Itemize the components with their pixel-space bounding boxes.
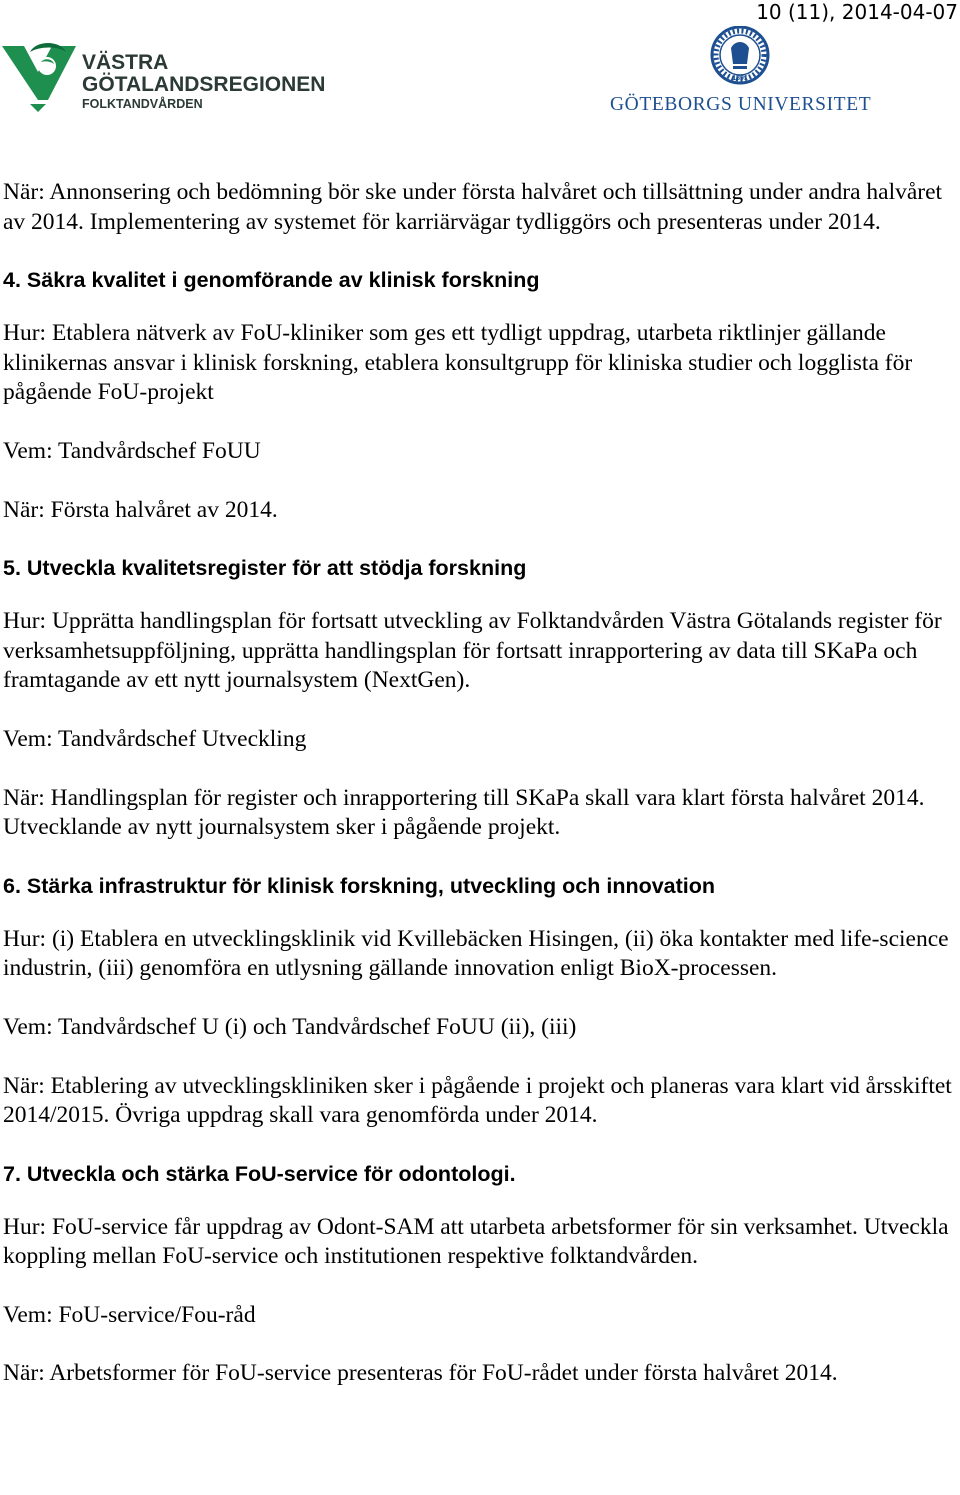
goteborgs-universitet-logo xyxy=(607,26,873,116)
section-5-vem: Vem: Tandvårdschef Utveckling xyxy=(3,725,307,752)
vgr-logo-line2: GÖTALANDSREGIONEN xyxy=(82,73,326,96)
vgr-logo-line1: VÄSTRA xyxy=(82,51,169,74)
gu-logo-name: GÖTEBORGS UNIVERSITET xyxy=(610,94,872,115)
document-body xyxy=(3,178,953,1389)
page-number: 10 (11), 2014-04-07 xyxy=(756,0,958,24)
vgr-logo-line3: FOLKTANDVÅRDEN xyxy=(82,97,203,111)
section-4-vem: Vem: Tandvårdschef FoUU xyxy=(3,437,261,464)
section-7-hur: Hur: FoU-service får uppdrag av Odont-SAM att utarbeta arbetsformer för sin verksamhet. Utveckla koppling mellan FoU-service och institutionen respektive folktandvården. xyxy=(3,1213,949,1270)
vgr-swoosh-icon xyxy=(2,46,76,100)
section-6-vem: Vem: Tandvårdschef U (i) och Tandvårdschef FoUU (ii), (iii) xyxy=(3,1013,577,1040)
section-5-hur: Hur: Upprätta handlingsplan för fortsatt utveckling av Folktandvården Västra Götalands register för verksamhetsuppföljning, upprätta handlingsplan för fortsatt inrapportering av data till SKaPa och framtagande av ett nytt journalsystem (NextGen). xyxy=(3,608,942,694)
section-6-heading: 6. Stärka infrastruktur för klinisk forskning, utveckling och innovation xyxy=(3,873,716,898)
vastra-gotalandsregionen-logo xyxy=(0,42,336,114)
section-4-hur: Hur: Etablera nätverk av FoU-kliniker som ges ett tydligt uppdrag, utarbeta riktlinjer gällande klinikernas ansvar i klinisk forskning, etablera konsultgrupp för kliniska studier och logglista för pågående FoU-projekt xyxy=(3,320,913,406)
intro-nar-paragraph: När: Annonsering och bedömning bör ske under första halvåret och tillsättning under andra halvåret av 2014. Implementering av systemet för karriärvägar tydliggörs och presenteras under 2014. xyxy=(3,179,943,235)
seal-year: 1891 xyxy=(732,75,748,82)
section-7-heading: 7. Utveckla och stärka FoU-service för odontologi. xyxy=(3,1161,516,1186)
section-4-heading: 4. Säkra kvalitet i genomförande av klinisk forskning xyxy=(3,268,540,293)
section-5-nar: När: Handlingsplan för register och inrapportering till SKaPa skall vara klart första halvåret 2014. Utvecklande av nytt journalsystem sker i pågående projekt. xyxy=(3,784,925,841)
university-seal-icon xyxy=(712,27,768,83)
section-7-nar: När: Arbetsformer för FoU-service presenteras för FoU-rådet under första halvåret 2014. xyxy=(3,1360,838,1387)
section-6-hur: Hur: (i) Etablera en utvecklingsklinik vid Kvillebäcken Hisingen, (ii) öka kontakter med life-science industrin, (iii) genomföra en utlysning gällande innovation enligt BioX-processen. xyxy=(3,925,949,982)
section-7-vem: Vem: FoU-service/Fou-råd xyxy=(3,1301,256,1328)
section-4-nar: När: Första halvåret av 2014. xyxy=(3,496,278,523)
section-6-nar: När: Etablering av utvecklingskliniken sker i pågående i projekt och planeras vara klart vid årsskiftet 2014/2015. Övriga uppdrag skall vara genomförda under 2014. xyxy=(3,1072,952,1129)
section-5-heading: 5. Utveckla kvalitetsregister för att stödja forskning xyxy=(3,556,527,581)
